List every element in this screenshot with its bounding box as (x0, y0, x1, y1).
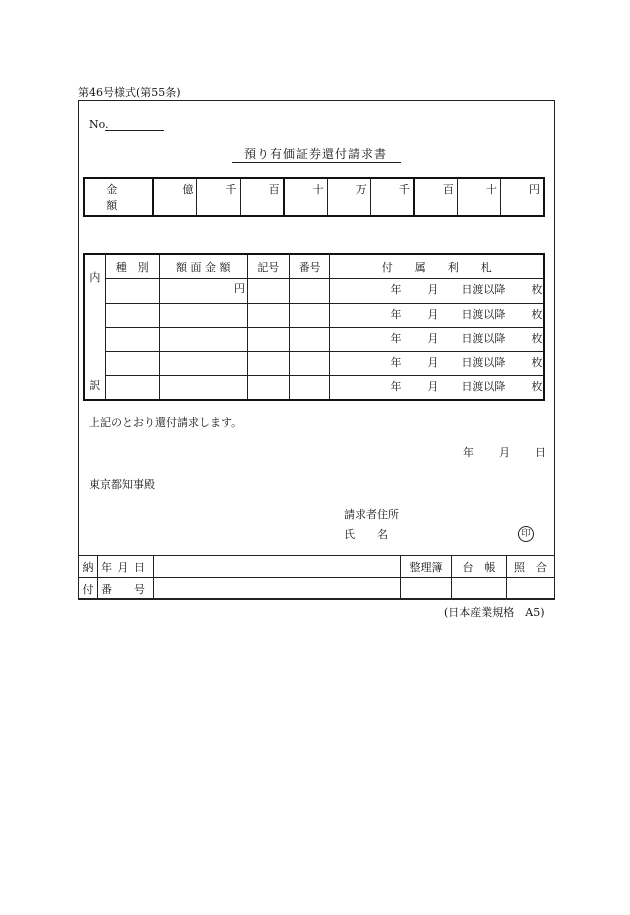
side-top-char: 内 (89, 271, 101, 284)
table-row (84, 279, 544, 304)
requester-name-label: 氏 名 (344, 528, 388, 541)
symbol-cell[interactable] (247, 352, 289, 376)
seal-mark: 印 (518, 526, 534, 542)
date-day: 日 (535, 446, 546, 459)
no-underline (105, 130, 164, 131)
coupon-count: 枚 (531, 308, 543, 321)
face-value-cell[interactable] (159, 376, 247, 401)
header-symbol: 記号 (247, 254, 289, 279)
header-type: 種 別 (105, 254, 159, 279)
unit-hyaku-2[interactable]: 百 (414, 178, 458, 216)
coupon-month: 月 (427, 356, 439, 369)
unit-man[interactable]: 万 (327, 178, 370, 216)
footer-check-value[interactable] (507, 578, 555, 600)
table-row (84, 352, 544, 376)
footer-side-top: 納 (79, 556, 98, 578)
addressee: 東京都知事殿 (89, 478, 155, 491)
table-row (84, 328, 544, 352)
footer-date-label: 年 月 日 (98, 556, 154, 578)
coupon-month: 月 (427, 332, 439, 345)
coupon-cell[interactable] (330, 328, 544, 352)
coupon-after: 日渡以降 (461, 308, 506, 321)
symbol-cell[interactable] (247, 279, 289, 304)
coupon-year: 年 (390, 356, 402, 369)
footer-table (78, 555, 555, 600)
coupon-after: 日渡以降 (461, 283, 506, 296)
date-month: 月 (499, 446, 510, 459)
unit-juu-2[interactable]: 十 (457, 178, 500, 216)
number-cell[interactable] (289, 328, 330, 352)
details-side (84, 254, 105, 400)
coupon-year: 年 (390, 308, 402, 321)
header-coupons: 付 属 利 札 (330, 254, 544, 279)
request-text: 上記のとおり還付請求します。 (89, 416, 243, 429)
face-value-cell[interactable]: 円 (159, 279, 247, 304)
coupon-cell[interactable] (330, 352, 544, 376)
table-row (84, 376, 544, 401)
coupon-month: 月 (427, 308, 439, 321)
date-year: 年 (463, 446, 474, 459)
footer-check: 照 合 (507, 556, 555, 578)
side-bottom-char: 訳 (89, 379, 101, 392)
number-cell[interactable] (289, 352, 330, 376)
face-value-cell[interactable] (159, 352, 247, 376)
number-cell[interactable] (289, 376, 330, 401)
footer-date-value[interactable] (154, 556, 401, 578)
symbol-cell[interactable] (247, 304, 289, 328)
coupon-after: 日渡以降 (461, 380, 506, 393)
symbol-cell[interactable] (247, 376, 289, 401)
type-cell[interactable] (105, 279, 159, 304)
footer-ledger-value[interactable] (452, 578, 507, 600)
coupon-cell[interactable] (330, 279, 544, 304)
amount-label: 金 額 (84, 178, 153, 216)
coupon-year: 年 (390, 380, 402, 393)
header-number: 番号 (289, 254, 330, 279)
amount-table (83, 177, 545, 217)
coupon-after: 日渡以降 (461, 356, 506, 369)
coupon-cell[interactable] (330, 376, 544, 401)
footer-side-bottom: 付 (79, 578, 98, 600)
coupon-year: 年 (390, 283, 402, 296)
footer-register-value[interactable] (401, 578, 452, 600)
type-cell[interactable] (105, 328, 159, 352)
footer-ledger: 台 帳 (452, 556, 507, 578)
coupon-count: 枚 (531, 332, 543, 345)
header-face-value: 額 面 金 額 (159, 254, 247, 279)
coupon-count: 枚 (531, 283, 543, 296)
requester-address-label: 請求者住所 (344, 508, 399, 521)
title-underline (232, 162, 401, 163)
number-cell[interactable] (289, 304, 330, 328)
table-row (84, 304, 544, 328)
number-cell[interactable] (289, 279, 330, 304)
unit-sen-1[interactable]: 千 (197, 178, 240, 216)
coupon-cell[interactable] (330, 304, 544, 328)
unit-hyaku-1[interactable]: 百 (240, 178, 284, 216)
coupon-after: 日渡以降 (461, 332, 506, 345)
footer-number-label: 番 号 (98, 578, 154, 600)
symbol-cell[interactable] (247, 328, 289, 352)
coupon-count: 枚 (531, 356, 543, 369)
coupon-month: 月 (427, 380, 439, 393)
unit-yen[interactable]: 円 (500, 178, 544, 216)
coupon-year: 年 (390, 332, 402, 345)
footer-register: 整理簿 (401, 556, 452, 578)
form-number: 第46号様式(第55条) (78, 86, 181, 99)
unit-sen-2[interactable]: 千 (370, 178, 414, 216)
unit-juu-1[interactable]: 十 (284, 178, 328, 216)
type-cell[interactable] (105, 376, 159, 401)
footer-number-value[interactable] (154, 578, 401, 600)
details-table (83, 253, 545, 401)
type-cell[interactable] (105, 352, 159, 376)
coupon-month: 月 (427, 283, 439, 296)
face-value-cell[interactable] (159, 304, 247, 328)
type-cell[interactable] (105, 304, 159, 328)
standard-note: (日本産業規格 A5) (444, 606, 545, 619)
form-title: 預り有価証券還付請求書 (244, 147, 388, 161)
coupon-count: 枚 (531, 380, 543, 393)
unit-oku[interactable]: 億 (153, 178, 197, 216)
face-value-cell[interactable] (159, 328, 247, 352)
no-label: No. (89, 118, 109, 131)
